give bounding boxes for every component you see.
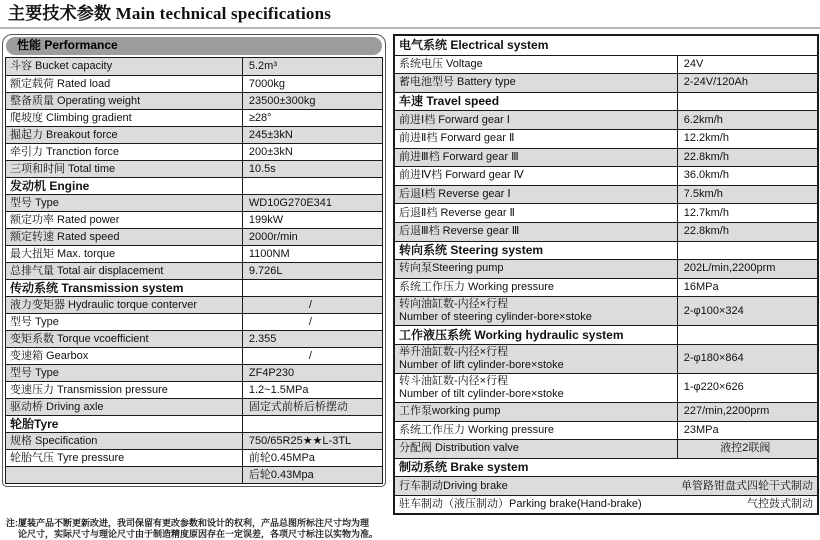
section-header-row <box>6 279 382 296</box>
spec-row <box>395 373 817 402</box>
spec-row <box>395 296 817 325</box>
spec-row <box>6 398 382 415</box>
spec-value: 固定式前桥后桥摆动 <box>248 400 348 413</box>
spec-row <box>6 109 382 126</box>
section-header-value <box>243 178 382 194</box>
spec-value: 2-24V/120Ah <box>683 76 748 89</box>
spec-row <box>6 364 382 381</box>
spec-label: 后退Ⅰ档 Reverse gear Ⅰ <box>395 186 678 204</box>
spec-value: 单管路钳盘式四轮干式制动 <box>681 479 813 492</box>
spec-value: 10.5s <box>248 162 276 175</box>
spec-value: WD10G270E341 <box>248 196 333 209</box>
spec-value: 气控鼓式制动 <box>747 498 813 511</box>
spec-value: 199kW <box>248 213 284 226</box>
spec-row <box>6 194 382 211</box>
spec-value: 前轮0.45MPa <box>248 451 315 464</box>
spec-label: 变速压力 Transmission pressure <box>6 382 243 398</box>
right-spec-table <box>393 34 819 515</box>
spec-row <box>6 381 382 398</box>
spec-row <box>6 126 382 143</box>
spec-value: 227/min,2200prm <box>683 405 770 418</box>
spec-value: 5.2m³ <box>248 60 277 72</box>
spec-label: 前进Ⅲ档 Forward gear Ⅲ <box>395 149 678 167</box>
spec-label: 蓄电池型号 Battery type <box>395 74 678 92</box>
section-header-label: 转向系统 Steering system <box>395 242 678 260</box>
section-header-label: 工作液压系统 Working hydraulic system <box>395 326 678 344</box>
spec-row <box>6 449 382 466</box>
spec-label: 驻车制动（液压制动）Parking brake(Hand-brake) <box>399 498 642 511</box>
section-header-row <box>6 415 382 432</box>
spec-row <box>6 75 382 92</box>
spec-value: ≥28° <box>248 111 272 124</box>
spec-label: 转斗油缸数-内径×行程 Number of tilt cylinder-bore×stoke <box>395 374 678 402</box>
spec-value: 2-φ100×324 <box>683 304 744 317</box>
spec-label: 液力变矩器 Hydraulic torque conterver <box>6 297 243 313</box>
spec-label: 分配阀 Distribution valve <box>395 440 678 458</box>
section-header-value <box>678 93 817 111</box>
spec-value: 2000r/min <box>248 230 298 243</box>
spec-value: 液控2联阀 <box>720 442 771 455</box>
spec-label: 系统工作压力 Working pressure <box>395 422 678 440</box>
spec-label: 变速箱 Gearbox <box>6 348 243 364</box>
spec-value: 23500±300kg <box>248 94 316 107</box>
left-spec-table <box>2 34 386 487</box>
footnote <box>0 515 392 540</box>
spec-label: 斗容 Bucket capacity <box>6 58 243 75</box>
spec-label: 总排气量 Total air displacement <box>6 263 243 279</box>
footnote-line-2: 论尺寸，实际尺寸与理论尺寸由于制造精度原因存在一定误差，各项尺寸标注以实物为准。 <box>18 529 379 540</box>
spec-label: 牵引力 Tranction force <box>6 144 243 160</box>
spec-row <box>6 160 382 177</box>
section-header-label: 车速 Travel speed <box>395 93 678 111</box>
spec-value: 16MPa <box>683 281 719 294</box>
spec-label: 轮胎气压 Tyre pressure <box>6 450 243 466</box>
spec-label: 规格 Specification <box>6 433 243 449</box>
left-spec-rows <box>5 57 383 484</box>
spec-value: 1-φ220×626 <box>683 381 744 394</box>
spec-value: 1100NM <box>248 247 290 260</box>
spec-row <box>395 148 817 167</box>
spec-row <box>6 296 382 313</box>
spec-label: 整备质量 Operating weight <box>6 93 243 109</box>
section-header-row <box>395 92 817 111</box>
spec-row <box>6 432 382 449</box>
section-header-value <box>243 280 382 296</box>
spec-label: 转向泵Steering pump <box>395 260 678 278</box>
spec-columns <box>0 34 820 515</box>
spec-label: 工作泵working pump <box>395 403 678 421</box>
spec-value: 12.2km/h <box>683 132 729 145</box>
spec-value: 36.0km/h <box>683 169 729 182</box>
spec-row <box>6 92 382 109</box>
spec-label: 变矩系数 Torque vcoefficient <box>6 331 243 347</box>
spec-value: 200±3kN <box>248 145 293 158</box>
spec-label: 行车制动Driving brake <box>399 479 508 492</box>
spec-row <box>395 222 817 241</box>
section-header-label: 轮胎Tyre <box>6 416 243 432</box>
section-header-row <box>395 36 817 55</box>
spec-row <box>395 344 817 373</box>
section-header-label: 发动机 Engine <box>6 178 243 194</box>
spec-row <box>6 228 382 245</box>
spec-label: 驱动桥 Driving axle <box>6 399 243 415</box>
page-title: 主要技术参数 Main technical specifications <box>8 4 332 23</box>
spec-value: 750/65R25★★L-3TL <box>248 434 352 447</box>
spec-label: 前进Ⅱ档 Forward gear Ⅱ <box>395 130 678 148</box>
spec-row <box>6 347 382 364</box>
spec-label: 系统电压 Voltage <box>395 56 678 74</box>
spec-label: 额定功率 Rated power <box>6 212 243 228</box>
section-header-label: 电气系统 Electrical system <box>399 37 549 52</box>
spec-value: / <box>308 298 312 311</box>
section-header-row <box>395 241 817 260</box>
spec-value: 6.2km/h <box>683 113 723 126</box>
spec-value: / <box>308 349 312 362</box>
section-header-row <box>395 458 817 477</box>
spec-value: 245±3kN <box>248 128 293 141</box>
spec-row <box>395 129 817 148</box>
spec-value: 22.8km/h <box>683 150 729 163</box>
spec-row <box>395 495 817 514</box>
section-header-label: 制动系统 Brake system <box>399 459 529 474</box>
right-spec-rows <box>395 36 817 513</box>
spec-row <box>395 421 817 440</box>
spec-row <box>6 313 382 330</box>
spec-row <box>395 110 817 129</box>
spec-row <box>6 466 382 483</box>
spec-value: 2.355 <box>248 332 277 345</box>
spec-row <box>395 476 817 495</box>
section-header-performance: 性能 Performance <box>6 37 382 55</box>
spec-value: 202L/min,2200prm <box>683 262 776 275</box>
spec-row <box>6 58 382 75</box>
spec-label: 型号 Type <box>6 195 243 211</box>
spec-row <box>6 211 382 228</box>
spec-label: 转向油缸数-内径×行程 Number of steering cylinder-bore×stoke <box>395 297 678 325</box>
spec-label: 举升油缸数-内径×行程 Number of lift cylinder-bore×stoke <box>395 345 678 373</box>
spec-value: / <box>308 315 312 328</box>
spec-value: 22.8km/h <box>683 225 729 238</box>
spec-value: 23MPa <box>683 423 719 436</box>
spec-label: 掘起力 Breakout force <box>6 127 243 143</box>
spec-label: 三项和时间 Total time <box>6 161 243 177</box>
spec-label: 型号 Type <box>6 314 243 330</box>
section-header-label: 传动系统 Transmission system <box>6 280 243 296</box>
spec-value: 7000kg <box>248 77 285 90</box>
spec-label: 爬坡度 Climbing gradient <box>6 110 243 126</box>
spec-row <box>395 203 817 222</box>
spec-label: 后退Ⅱ档 Reverse gear Ⅱ <box>395 204 678 222</box>
spec-row <box>395 166 817 185</box>
section-header-value <box>678 326 817 344</box>
spec-label: 最大扭矩 Max. torque <box>6 246 243 262</box>
spec-label: 前进Ⅳ档 Forward gear Ⅳ <box>395 167 678 185</box>
section-header-row <box>6 177 382 194</box>
spec-row <box>395 278 817 297</box>
spec-value: 24V <box>683 57 704 70</box>
title-divider <box>0 27 820 29</box>
spec-label: 型号 Type <box>6 365 243 381</box>
spec-value: 1.2~1.5MPa <box>248 383 309 396</box>
spec-value: 12.7km/h <box>683 206 729 219</box>
spec-row <box>395 73 817 92</box>
spec-label: 系统工作压力 Working pressure <box>395 279 678 297</box>
spec-label: 额定载荷 Rated load <box>6 76 243 92</box>
spec-row <box>395 402 817 421</box>
section-header-value <box>243 416 382 432</box>
spec-row <box>395 55 817 74</box>
spec-row <box>6 330 382 347</box>
spec-row <box>6 143 382 160</box>
spec-row <box>395 259 817 278</box>
spec-row <box>395 439 817 458</box>
section-header-value <box>678 242 817 260</box>
spec-row <box>6 245 382 262</box>
spec-label <box>6 467 243 483</box>
spec-row <box>395 185 817 204</box>
spec-value: ZF4P230 <box>248 366 295 379</box>
spec-value: 后轮0.43Mpa <box>248 468 314 481</box>
spec-label: 前进Ⅰ档 Forward gear Ⅰ <box>395 111 678 129</box>
spec-row <box>6 262 382 279</box>
spec-value: 2-φ180×864 <box>683 352 744 365</box>
spec-value: 9.726L <box>248 264 283 277</box>
footnote-line-1: 注:厦装产品不断更新改进，我司保留有更改参数和设计的权利，产品总图所标注尺寸均为理 <box>6 518 369 529</box>
spec-label: 后退Ⅲ档 Reverse gear Ⅲ <box>395 223 678 241</box>
section-header-row <box>395 325 817 344</box>
spec-value: 7.5km/h <box>683 188 723 201</box>
spec-label: 额定转速 Rated speed <box>6 229 243 245</box>
